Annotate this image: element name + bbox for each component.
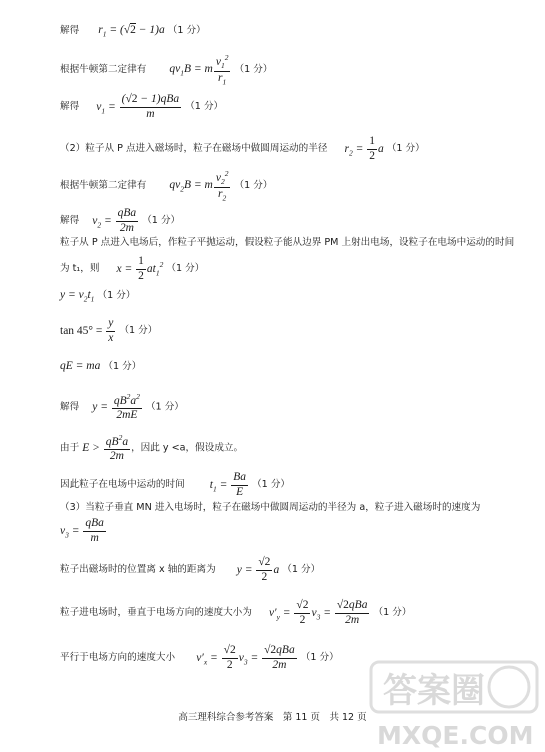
formula-vy: $v'_y$ = $\frac{√2}{2}$ $v_3$ = √2qBa 2m [268,599,368,626]
formula-newton-2: $qv_2B = m$ $\frac{v_2^2}{r_2}$ [169,169,229,202]
formula-e-condition: E > $\frac{qB^2a}{2m}$ [82,433,129,463]
line-solve-r1: 解得 $r_1 = (√2 - 1)a$ （1 分） [60,24,206,39]
page-footer: 高三理科综合参考答案 第 11 页 共 12 页 [178,712,367,723]
formula-x: x = $\frac{1}{2}$ $at_1^2$ [116,255,164,282]
line-newton-2: 根据牛顿第二定律有 $qv_2B = m$ $\frac{v_2^2}{r_2}$ （1 分） [60,169,273,202]
formula-y-result: y = $\frac{qB^2a^2}{2mE}$ [92,392,140,422]
line-vx: 平行于电场方向的速度大小 $v'_x$ = $\frac{√2}{2}$ $v_3$ = √2qBa 2m （1 分） [60,644,339,671]
watermark-url-text: MXQE.COM [377,721,534,750]
formula-qe: qE = ma [60,360,101,372]
line-tan45: tan 45° = $\frac{y}{x}$ （1 分） [60,317,158,344]
formula-tan45: tan 45° = $\frac{y}{x}$ [60,317,114,344]
line-distance-x-axis: 粒子出磁场时的位置离 x 轴的距离为 y = $\frac{√2}{2}$ a （1 分） [60,556,321,583]
watermark-circle [489,667,529,707]
line-time-t1: 因此粒子在电场中运动的时间 $t_1$ = $\frac{Ba}{E}$ （1 分） [60,471,291,498]
formula-vx: $v'_x$ = $\frac{√2}{2}$ $v_3$ = √2qBa 2m [196,644,295,671]
line-part2-radius: （2）粒子从 P 点进入磁场时，粒子在磁场中做圆周运动的半径 $r_2$ = $\frac{1}{2}$ a （1 分） [60,135,425,162]
formula-y: $y = v_2t_1$ [60,289,95,304]
line-qe: qE = ma （1 分） [60,360,142,372]
line-solve-y: 解得 y = $\frac{qB^2a^2}{2mE}$ （1 分） [60,392,184,422]
line-condition: 由于 E > $\frac{qB^2a}{2m}$ ，因此 y <a，假设成立。 [60,433,244,463]
line-part3: （3）当粒子垂直 MN 进入电场时，粒子在磁场中做圆周运动的半径为 a，粒子进入磁场时的速度为 [60,502,481,513]
line-x-equation: 为 t₁，则 x = $\frac{1}{2}$ $at_1^2$ （1 分） [60,255,205,282]
line-vy: 粒子进电场时，垂直于电场方向的速度大小为 $v'_y$ = $\frac{√2}{2}$ $v_3$ = √2qBa 2m （1 分） [60,599,412,626]
formula-r1: $r_1 = (√2 - 1)a$ [98,24,165,39]
line-solve-v2: 解得 $v_2$ = qBa 2m （1 分） [60,207,181,234]
watermark-cn-text: 答案圈 [383,671,485,711]
watermark-logo [363,656,545,752]
line-v3 [60,518,107,544]
formula-r2: $r_2$ = $\frac{1}{2}$ a [344,135,384,162]
line-y-equation: $y = v_2t_1$ （1 分） [60,289,136,304]
formula-v3: $v_3$ = qBa m [60,517,104,544]
formula-v2: $v_2$ = qBa 2m [92,207,137,234]
formula-v1: $v_1$ = (√2 − 1)qBa m [96,93,180,120]
formula-t1: $t_1$ = $\frac{Ba}{E}$ [209,471,247,498]
formula-newton-1: $qv_1B = m$ $\frac{v_1^2}{r_1}$ [169,53,229,86]
line-enter-field: 粒子从 P 点进入电场后，作粒子平抛运动，假设粒子能从边界 PM 上射出电场，设粒子在电场中运动的时间 [60,237,515,248]
line-newton-1: 根据牛顿第二定律有 $qv_1B = m$ $\frac{v_1^2}{r_1}$ （1 分） [60,53,273,86]
formula-y-exit: y = $\frac{√2}{2}$ a [236,556,280,583]
line-solve-v1: 解得 $v_1$ = (√2 − 1)qBa m （1 分） [60,93,224,120]
